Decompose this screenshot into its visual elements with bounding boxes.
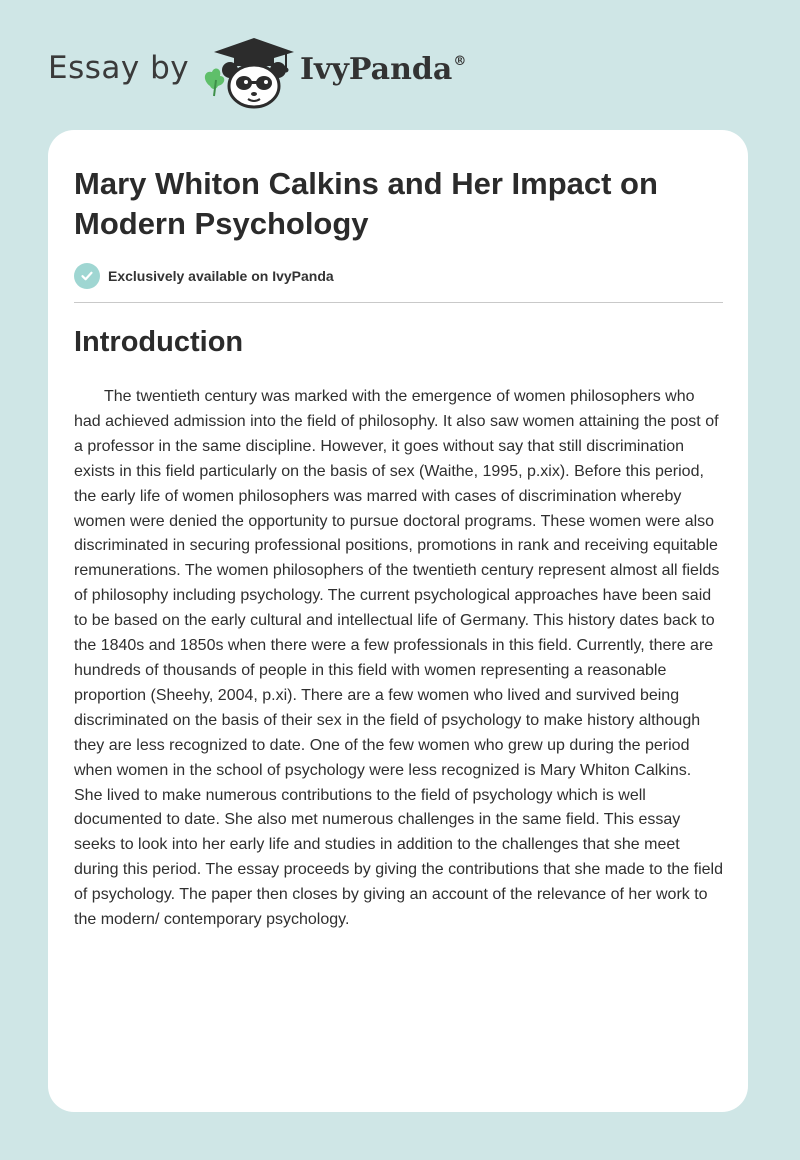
introduction-paragraph: The twentieth century was marked with the emergence of women philosophers who had achieved admission into the field of philosophy. It also saw women attaining the post of a professor in the same discipline. However, it goes without say that still discrimination exists in this field particularly on the basis of sex (Waithe, 1995, p.xix). Before this period, the early life of women philosophers was marred with cases of discrimination whereby women were denied the opportunity to pursue doctoral programs. These women were also discriminated in securing professional positions, promotions in rank and receiving equitable remunerations. The women philosophers of the twentieth century represent almost all fields of philosophy including psychology. The current psychological approaches have been said to be based on the early cultural and intellectual life of Germany. This history dates back to the 1840s and 1850s when there were a few professionals in this field. Currently, there are hundreds of thousands of people in this field with women representing a reasonable proportion (Sheehy, 2004, p.xi). There are a few women who lived and survived being discriminated on the basis of their sex in the field of psychology to make history although they are less recognized to date. One of the few women who grew up during the period when women in the school of psychology were less recognized is Mary Whiton Calkins. She lived to make numerous contributions to the field of psychology which is well documented to date. She also met numerous challenges in the same field. This essay seeks to look into her early life and studies in addition to the challenges that she meet during this period. The essay proceeds by giving the contributions that she made to the field of psychology. The paper then closes by giving an account of the relevance of her work to the modern/ contemporary psychology. — [74, 388, 723, 929]
check-circle-icon — [74, 263, 100, 289]
section-heading-introduction: Introduction — [74, 326, 244, 358]
site-header — [0, 0, 800, 130]
exclusive-label: Exclusively available on IvyPanda — [108, 268, 334, 284]
essay-title: Mary Whiton Calkins and Her Impact on Modern Psychology — [74, 166, 658, 241]
brand-name[interactable]: IvyPanda® — [300, 52, 467, 87]
title-divider — [74, 302, 723, 303]
essay-card — [48, 130, 748, 1112]
registered-mark: ® — [453, 54, 467, 69]
brand-prefix: Essay by — [48, 50, 190, 86]
panda-graduate-logo-icon[interactable] — [200, 36, 296, 110]
exclusive-badge — [74, 263, 334, 289]
